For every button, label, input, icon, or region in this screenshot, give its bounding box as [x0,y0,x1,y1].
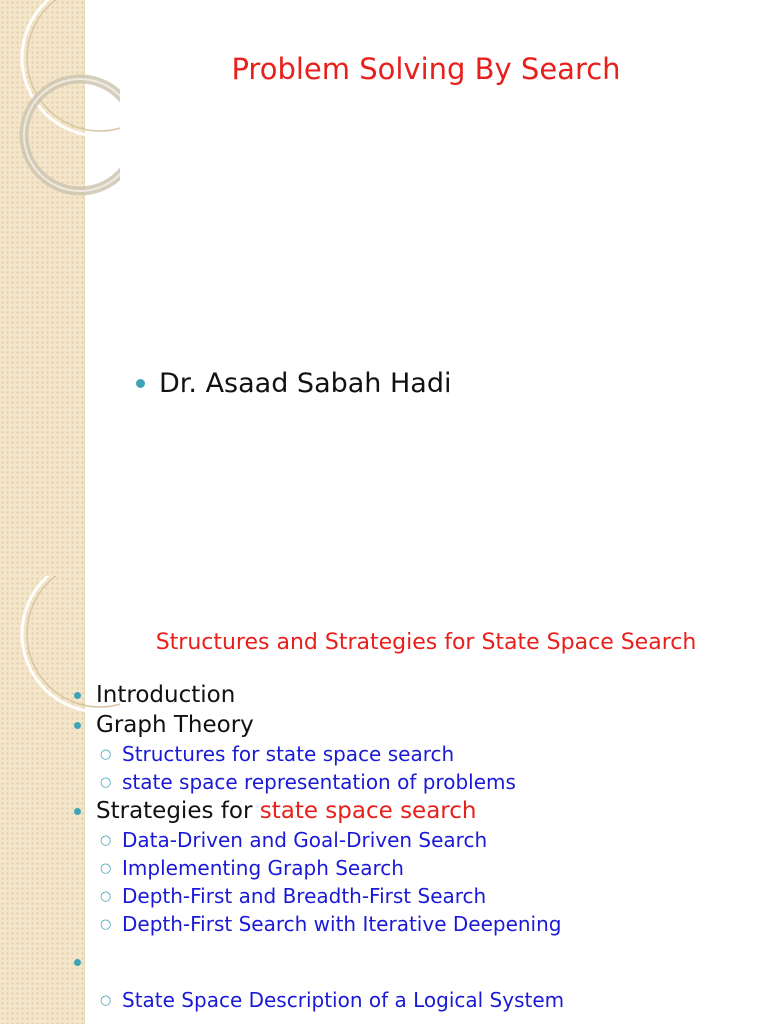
list-item [74,938,758,986]
sub-bullet-icon: ○ [100,746,112,762]
sub-list-item: ○ Implementing Graph Search [100,856,404,880]
sub-bullet-icon: ○ [100,888,112,904]
author-name: Dr. Asaad Sabah Hadi [159,368,452,399]
bullet-icon [74,722,81,729]
bullet-icon [74,808,81,815]
slide-title: Structures and Strategies for State Space Search [155,630,697,655]
bullet-icon [74,692,81,699]
sub-bullet-icon: ○ [100,774,112,790]
decorative-rings-icon [0,0,120,260]
bullet-icon [74,959,81,966]
sub-list-item: ○ Depth-First and Breadth-First Search [100,884,487,908]
sub-bullet-icon: ○ [100,916,112,932]
sub-list-item: ○ State Space Description of a Logical System [100,988,565,1012]
sub-list-item: ○ Depth-First Search with Iterative Deepening [100,912,562,936]
highlight-text: state space search [259,798,477,824]
author-bullet [136,368,451,399]
sub-bullet-icon: ○ [100,860,112,876]
list-item: Introduction [74,680,758,710]
bullet-icon [136,379,145,388]
slide-title: Problem Solving By Search [231,52,621,86]
list-item: Graph Theory [74,710,758,740]
slide-2 [0,576,768,1024]
sub-list-item: ○ state space representation of problems [100,770,516,794]
list-item: Strategies for state space search [74,796,758,826]
sub-bullet-icon: ○ [100,832,112,848]
sub-bullet-icon: ○ [100,992,112,1008]
outline-list [74,680,758,1014]
sub-list-item: ○ Structures for state space search [100,742,455,766]
sub-list-item: ○ Data-Driven and Goal-Driven Search [100,828,488,852]
